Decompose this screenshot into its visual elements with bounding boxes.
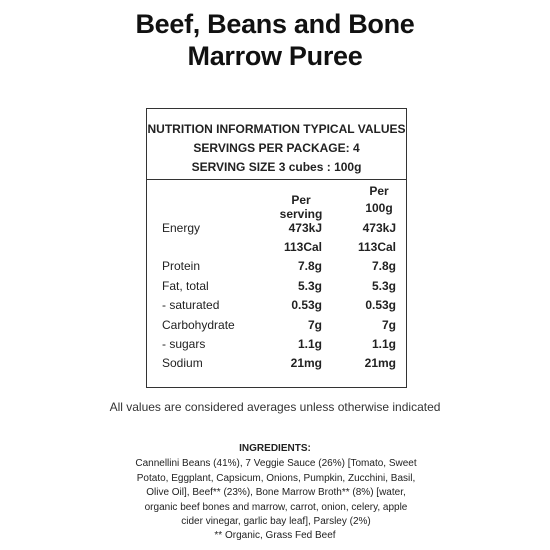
nutrient-label: - saturated [162,298,220,312]
nutrition-row-sodium [147,354,406,374]
nutrition-row-energy-cal [147,238,406,258]
averages-note: All values are considered averages unless otherwise indicated [109,400,441,414]
nutrient-label: Protein [162,259,201,273]
per-100g-value: 21mg [364,356,396,370]
product-title-line-1: Beef, Beans and Bone [135,9,415,39]
ingredients-list: Cannellini Beans (41%), 7 Veggie Sauce (26%) [Tomato, Sweet Potato, Eggplant, Capsicum, Onions, Pumpkin, Zucchini, Basil, Olive Oil], Beef** (23%), Bone Marrow Broth** (8%) [water, organic beef bones and marrow, carrot, onion, celery, apple cider vinegar, garlic bay leaf], Parsley (2%) [135,458,417,527]
per-100g-value: 113Cal [357,240,396,254]
nutrition-row-sugars [147,335,406,355]
nutrition-panel [146,108,407,388]
per-serving-value: 113Cal [283,240,322,254]
per-100g-value: 1.1g [371,337,396,351]
per-serving-value: 21mg [290,356,322,370]
nutrient-label: - sugars [162,337,206,351]
per-serving-value: 473kJ [288,221,322,235]
nutrient-label: Carbohydrate [162,318,235,332]
per-100g-value: 7.8g [371,259,396,273]
nutrition-row-carbohydrate [147,316,406,336]
column-header-per-100g: Per 100g [365,184,393,215]
per-serving-value: 7g [307,318,322,332]
per-serving-value: 0.53g [291,298,322,312]
product-title [0,8,550,72]
nutrition-row-saturated [147,296,406,316]
product-title-line-2: Marrow Puree [187,41,363,71]
nutrient-label: Sodium [162,356,203,370]
ingredients-heading: INGREDIENTS: [239,443,311,454]
per-100g-value: 5.3g [371,279,396,293]
nutrition-heading: NUTRITION INFORMATION TYPICAL VALUES [147,122,406,136]
nutrition-column-headers [147,181,406,221]
per-serving-value: 1.1g [297,337,322,351]
nutrient-label: Energy [162,221,201,235]
servings-per-package: SERVINGS PER PACKAGE: 4 [193,141,360,155]
per-serving-value: 5.3g [297,279,322,293]
nutrition-panel-header [147,109,406,180]
nutrition-row-protein [147,257,406,277]
per-100g-value: 0.53g [365,298,396,312]
nutrient-label: Fat, total [162,279,209,293]
serving-size: SERVING SIZE 3 cubes : 100g [191,160,362,174]
per-100g-value: 473kJ [362,221,396,235]
nutrition-row-fat-total [147,277,406,297]
per-serving-value: 7.8g [297,259,322,273]
nutrition-row-energy [147,219,406,239]
organic-footnote: ** Organic, Grass Fed Beef [214,530,336,541]
column-header-per-serving: Per serving [279,193,323,221]
per-100g-value: 7g [381,318,396,332]
